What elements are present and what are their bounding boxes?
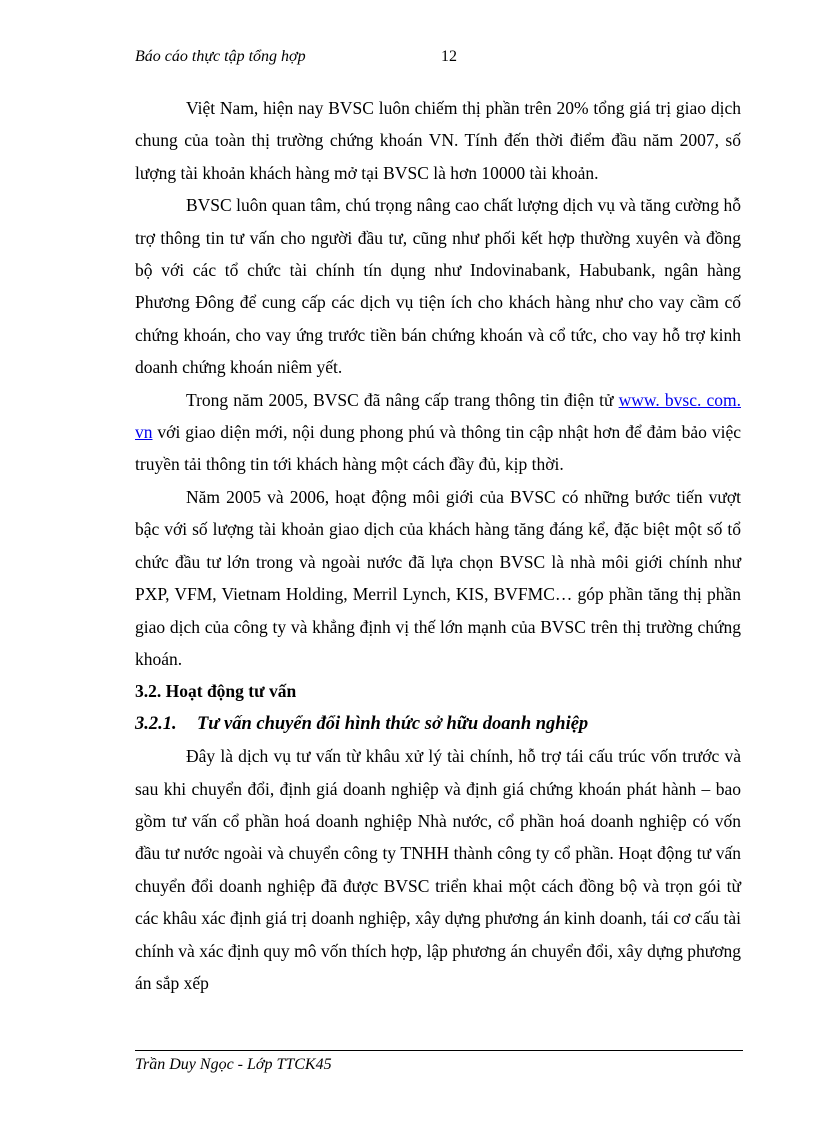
- paragraph-3-text-start: Trong năm 2005, BVSC đã nâng cấp trang thông tin điện tử: [186, 389, 619, 410]
- paragraph-3: [135, 384, 741, 481]
- paragraph-4: Năm 2005 và 2006, hoạt động môi giới của BVSC có những bước tiến vượt bậc với số lượng tài khoản giao dịch của khách hàng tăng đáng kể, đặc biệt một số tổ chức đầu tư lớn trong và ngoài nước đã lựa chọn BVSC là nhà môi giới chính như PXP, VFM, Vietnam Holding, Merril Lynch, KIS, BVFMC… góp phần tăng thị phần giao dịch của công ty và khẳng định vị thế lớn mạnh của BVSC trên thị trường chứng khoán.: [135, 486, 741, 669]
- paragraph-1: Việt Nam, hiện nay BVSC luôn chiếm thị phần trên 20% tổng giá trị giao dịch chung của toàn thị trường chứng khoán VN. Tính đến thời điểm đầu năm 2007, số lượng tài khoản khách hàng mở tại BVSC là hơn 10000 tài khoản.: [135, 98, 741, 183]
- section-heading: 3.2. Hoạt động tư vấn: [135, 681, 297, 702]
- document-body: [135, 92, 741, 999]
- page-number: 12: [441, 48, 457, 65]
- paragraph-3-text-end: với giao diện mới, nội dung phong phú và thông tin cập nhật hơn để đảm bảo việc truyền tải thông tin tới khách hàng một cách đầy đủ, kịp thời.: [135, 422, 741, 475]
- paragraph-2: BVSC luôn quan tâm, chú trọng nâng cao chất lượng dịch vụ và tăng cường hỗ trợ thông tin tư vấn cho người đầu tư, cũng như phối kết hợp thường xuyên và đồng bộ với các tổ chức tài chính tín dụng như Indovinabank, Habubank, ngân hàng Phương Đông để cung cấp các dịch vụ tiện ích cho khách hàng như cho vay cầm cố chứng khoán, cho vay ứng trước tiền bán chứng khoán và cổ tức, cho vay hỗ trợ kinh doanh chứng khoán niêm yết.: [135, 195, 741, 378]
- subsection-title: Tư vấn chuyển đổi hình thức sở hữu doanh nghiệp: [197, 713, 589, 734]
- website-link[interactable]: www. bvsc. com. vn: [135, 389, 741, 443]
- paragraph-5: Đây là dịch vụ tư vấn từ khâu xử lý tài chính, hỗ trợ tái cấu trúc vốn trước và sau khi chuyển đổi, định giá doanh nghiệp và định giá chứng khoán phát hành – bao gồm tư vấn cổ phần hoá doanh nghiệp Nhà nước, cổ phần hoá doanh nghiệp có vốn đầu tư nước ngoài và chuyển công ty TNHH thành công ty cổ phần. Hoạt động tư vấn chuyển đổi doanh nghiệp đã được BVSC triển khai một cách đồng bộ và trọn gói từ các khâu xác định giá trị doanh nghiệp, xây dựng phương án kinh doanh, tái cơ cấu tài chính và xác định quy mô vốn thích hợp, lập phương án chuyển đổi, xây dựng phương án sắp xếp: [135, 746, 741, 993]
- subsection-heading: [135, 708, 741, 740]
- header-title: Báo cáo thực tập tổng hợp: [135, 48, 306, 65]
- page-header: [135, 48, 745, 72]
- footer-author: Trần Duy Ngọc - Lớp TTCK45: [135, 1056, 332, 1073]
- subsection-number: 3.2.1.: [135, 713, 177, 734]
- footer-divider: [135, 1050, 743, 1051]
